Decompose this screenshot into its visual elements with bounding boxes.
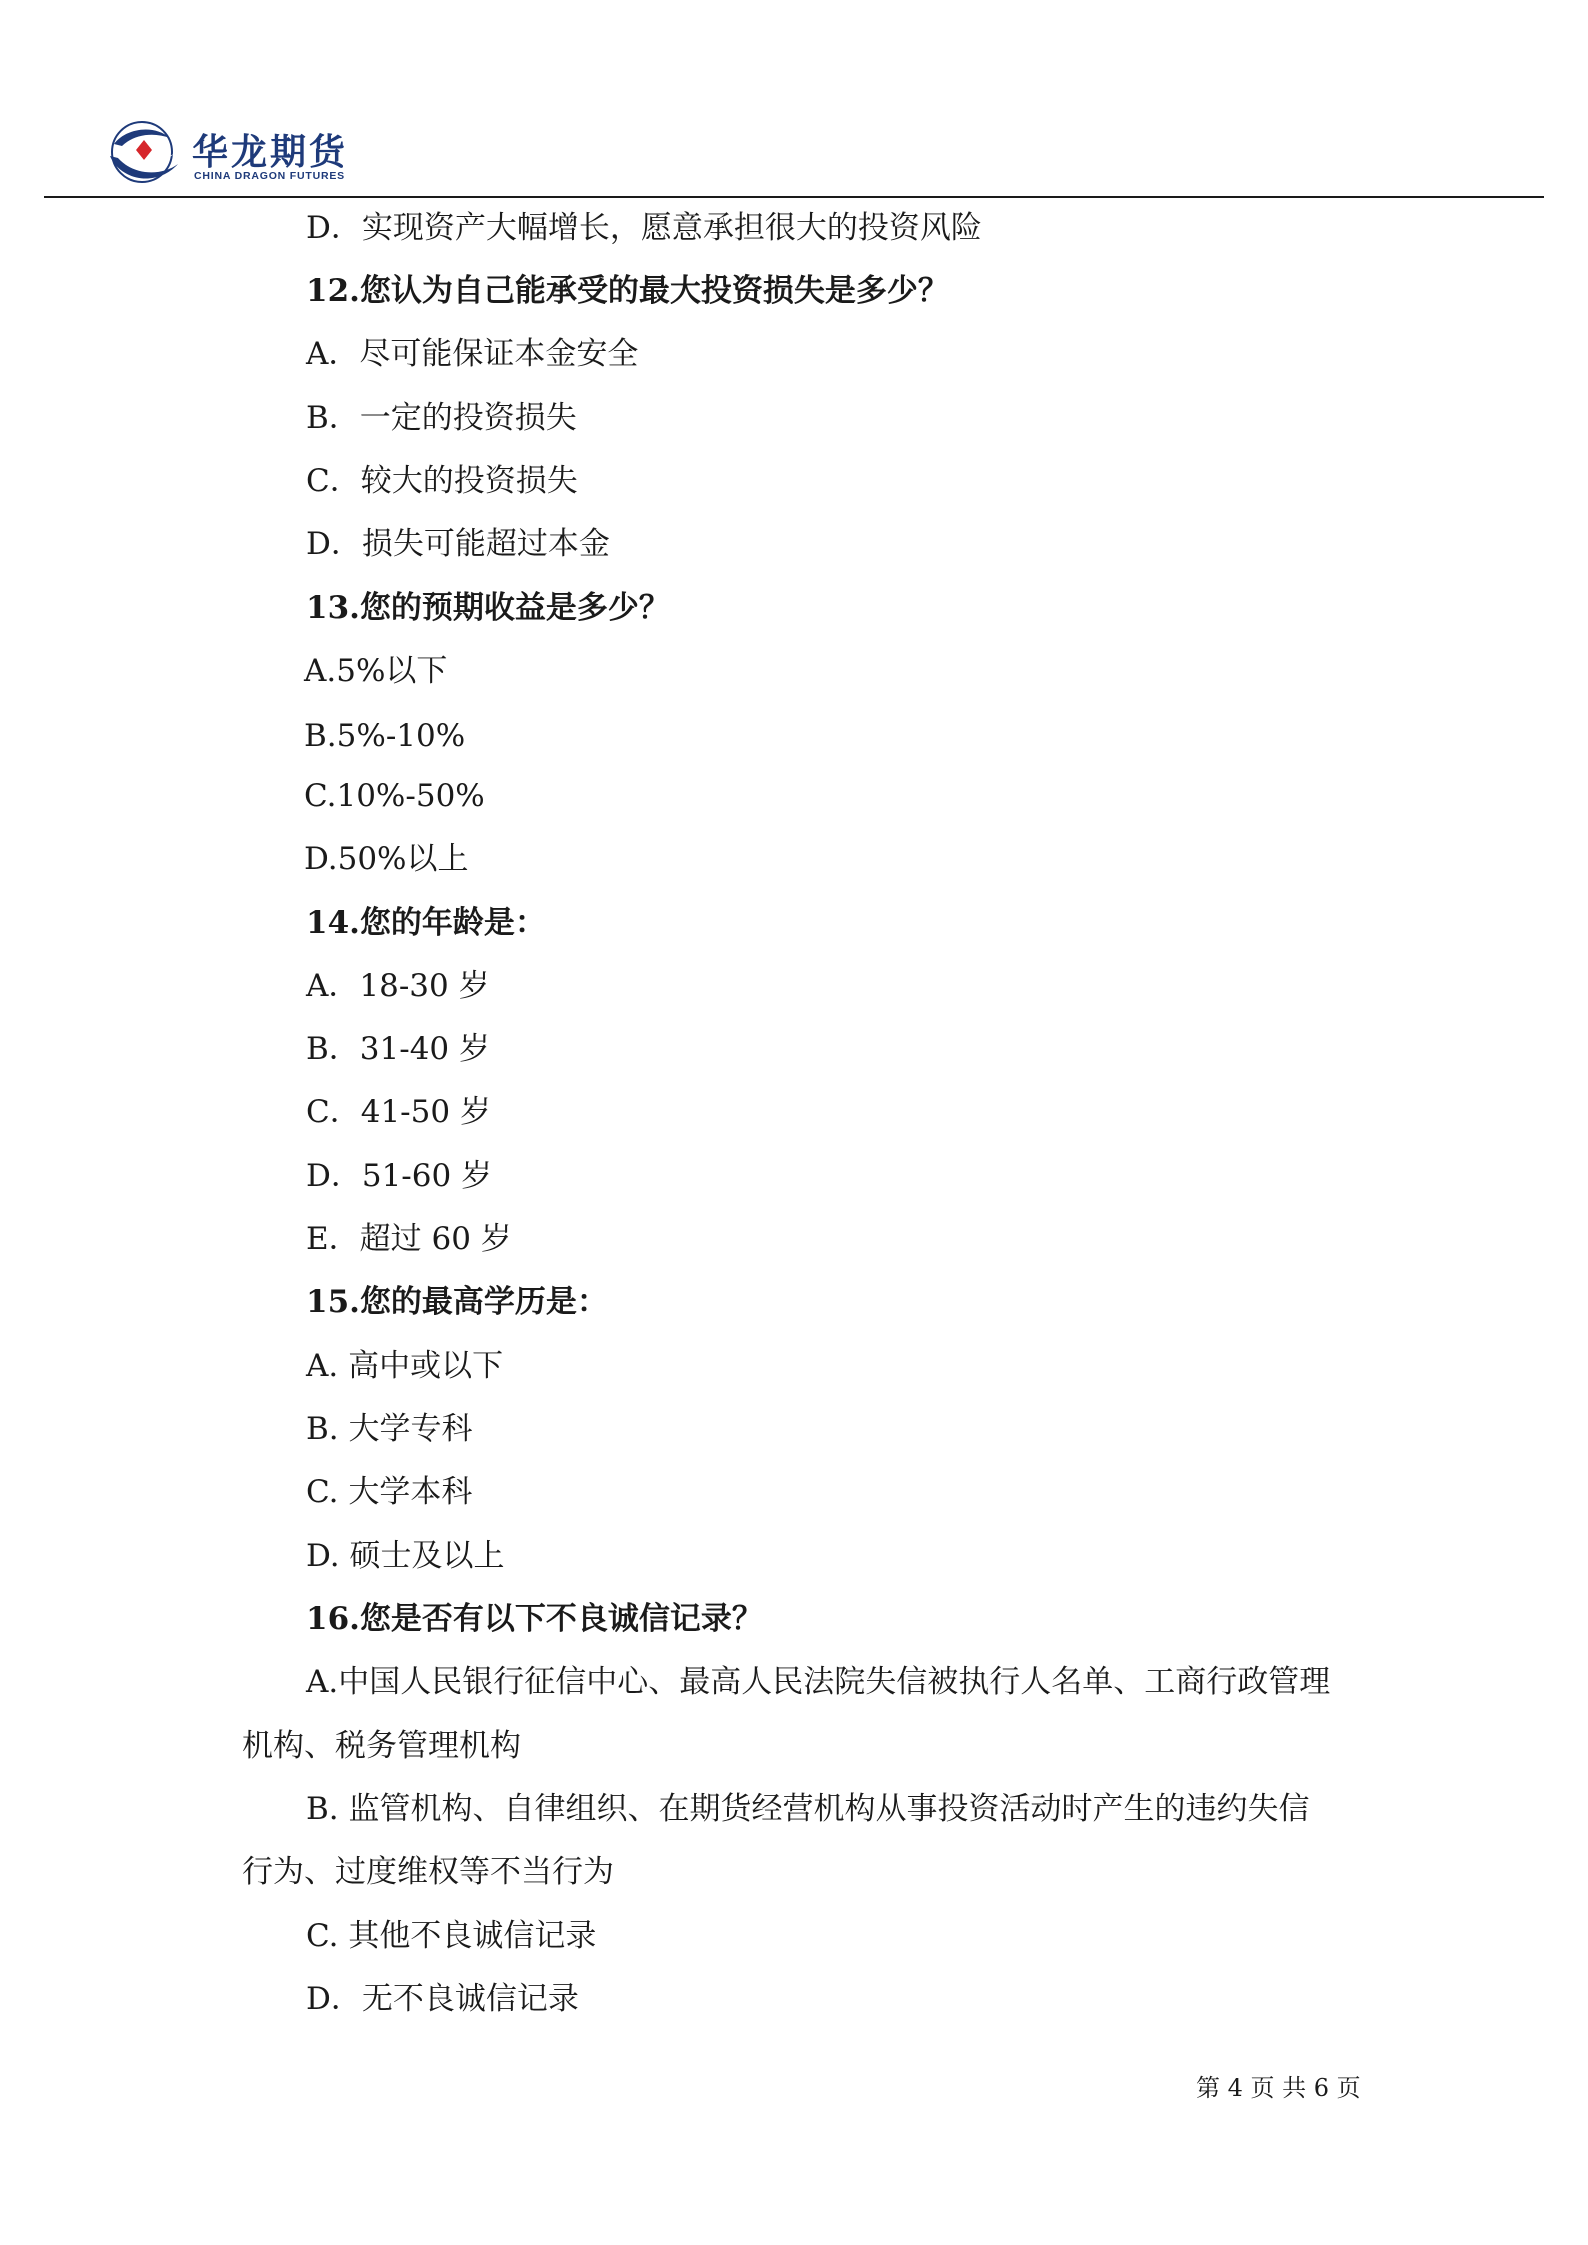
q15-option-b: B. 大学专科 (306, 1411, 473, 1447)
q16-option-b-line1: B. 监管机构、自律组织、在期货经营机构从事投资活动时产生的违约失信 (306, 1791, 1310, 1827)
question-12: 12.您认为自己能承受的最大投资损失是多少？ (306, 273, 949, 309)
question-15: 15.您的最高学历是： (306, 1284, 608, 1320)
q15-option-c: C. 大学本科 (306, 1474, 473, 1510)
q13-option-a: A.5%以下 (304, 653, 448, 689)
question-13: 13.您的预期收益是多少？ (306, 590, 670, 626)
q15-option-a: A. 高中或以下 (306, 1348, 504, 1384)
company-logo (104, 118, 364, 188)
q12-option-a: A．尽可能保证本金安全 (306, 336, 639, 372)
header-divider (44, 196, 1544, 198)
q16-option-a-line2: 机构、税务管理机构 (242, 1728, 521, 1764)
q16-option-c: C. 其他不良诚信记录 (306, 1918, 597, 1954)
q13-option-b: B.5%-10% (304, 718, 466, 754)
question-16: 16.您是否有以下不良诚信记录？ (306, 1601, 763, 1637)
q12-option-b: B．一定的投资损失 (306, 400, 577, 436)
q14-option-a: A．18-30 岁 (306, 968, 490, 1004)
page-number: 第 4 页 共 6 页 (1196, 2074, 1361, 2102)
page-header (0, 0, 1588, 200)
q13-option-c: C.10%-50% (304, 778, 485, 814)
logo-english-name: CHINA DRAGON FUTURES (194, 170, 345, 182)
q15-option-d: D. 硕士及以上 (306, 1538, 505, 1574)
q14-option-e: E．超过 60 岁 (306, 1221, 512, 1257)
q14-option-c: C．41-50 岁 (306, 1094, 491, 1130)
dragon-swoosh-icon (104, 118, 184, 188)
q16-option-d: D．无不良诚信记录 (306, 1981, 579, 2017)
q12-option-c: C．较大的投资损失 (306, 463, 578, 499)
question-14: 14.您的年龄是： (306, 905, 546, 941)
q13-option-d: D.50%以上 (304, 841, 469, 877)
q12-option-d: D．损失可能超过本金 (306, 526, 610, 562)
q14-option-b: B．31-40 岁 (306, 1031, 491, 1067)
logo-chinese-name: 华龙期货 (192, 132, 349, 173)
q16-option-b-line2: 行为、过度维权等不当行为 (242, 1854, 614, 1890)
q16-option-a-line1: A.中国人民银行征信中心、最高人民法院失信被执行人名单、工商行政管理 (306, 1664, 1331, 1700)
q14-option-d: D．51-60 岁 (306, 1158, 493, 1194)
q11-option-d: D．实现资产大幅增长，愿意承担很大的投资风险 (306, 210, 982, 246)
